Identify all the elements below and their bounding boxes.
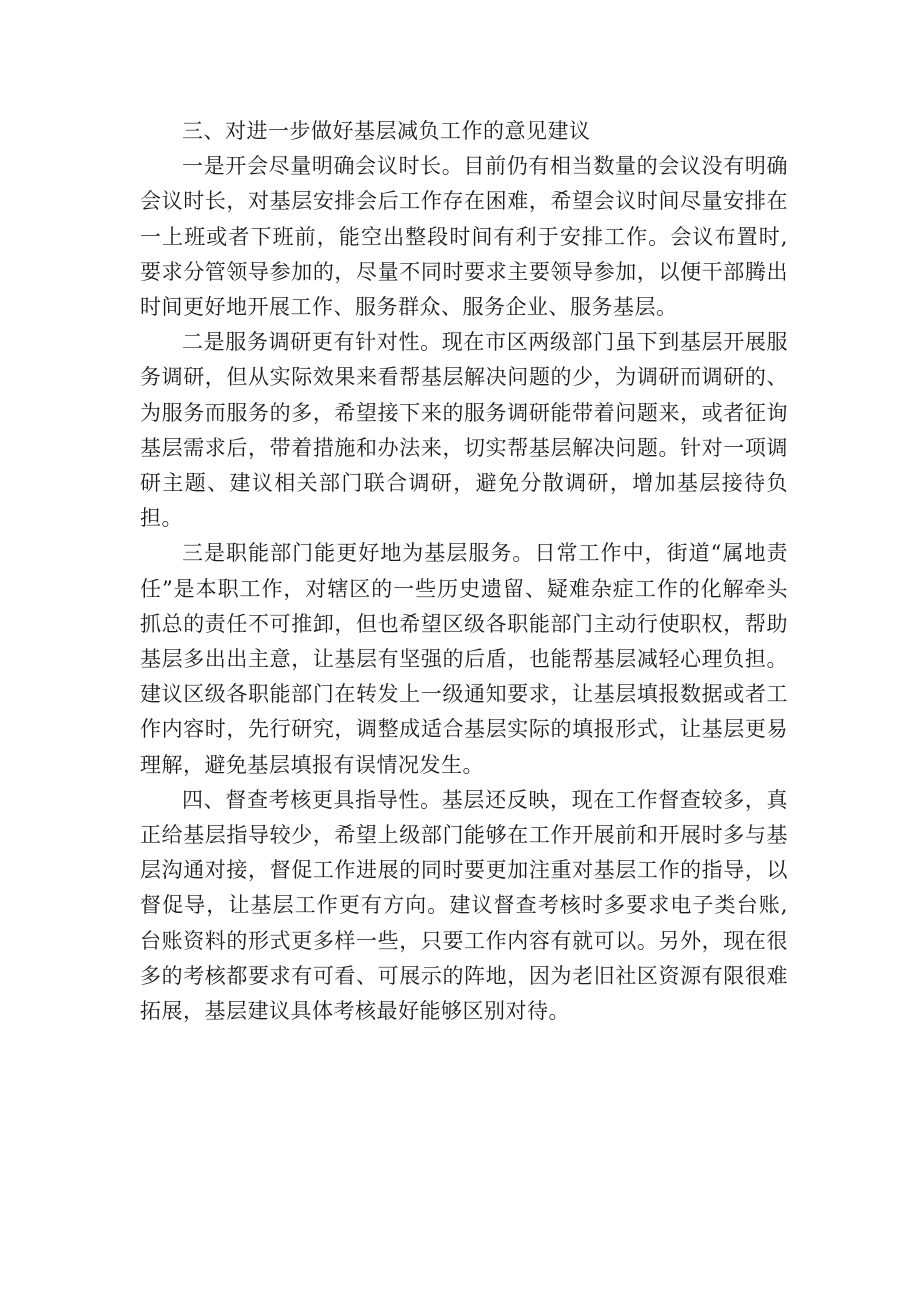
paragraph-meeting-duration: 一是开会尽量明确会议时长。目前仍有相当数量的会议没有明确会议时长，对基层安排会后工作存在困难，希望会议时间尽量安排在一上班或者下班前，能空出整段时间有利于安排工作。会议布置时,要求分管领导参加的，尽量不同时要求主要领导参加，以便干部腾出时间更好地开展工作、服务群众、服务企业、服务基层。 [140, 154, 788, 320]
paragraph-service-research: 二是服务调研更有针对性。现在市区两级部门虽下到基层开展服务调研，但从实际效果来看帮基层解决问题的少，为调研而调研的、为服务而服务的多，希望接下来的服务调研能带着问题来，或者征询基层需求后，带着措施和办法来，切实帮基层解决问题。针对一项调研主题、建议相关部门联合调研，避免分散调研，增加基层接待负担。 [140, 330, 788, 531]
section-heading: 三、对进一步做好基层减负工作的意见建议 [182, 119, 591, 143]
paragraph-supervision-assessment: 四、督查考核更具指导性。基层还反映，现在工作督查较多，真正给基层指导较少，希望上级部门能够在工作开展前和开展时多与基层沟通对接，督促工作进展的同时要更加注重对基层工作的指导，以督促导，让基层工作更有方向。建议督查考核时多要求电子类台账,台账资料的形式更多样一些，只要工作内容有就可以。另外，现在很多的考核都要求有可看、可展示的阵地，因为老旧社区资源有限很难拓展，基层建议具体考核最好能够区别对待。 [140, 787, 788, 1024]
paragraph-functional-departments: 三是职能部门能更好地为基层服务。日常工作中，街道“属地责任”是本职工作，对辖区的一些历史遗留、疑难杂症工作的化解牵头抓总的责任不可推卸，但也希望区级各职能部门主动行使职权，帮助基层多出出主意，让基层有坚强的后盾，也能帮基层减轻心理负担。建议区级各职能部门在转发上一级通知要求，让基层填报数据或者工作内容时，先行研究，调整成适合基层实际的填报形式，让基层更易理解，避免基层填报有误情况发生。 [140, 541, 788, 777]
document-body [140, 114, 788, 1029]
